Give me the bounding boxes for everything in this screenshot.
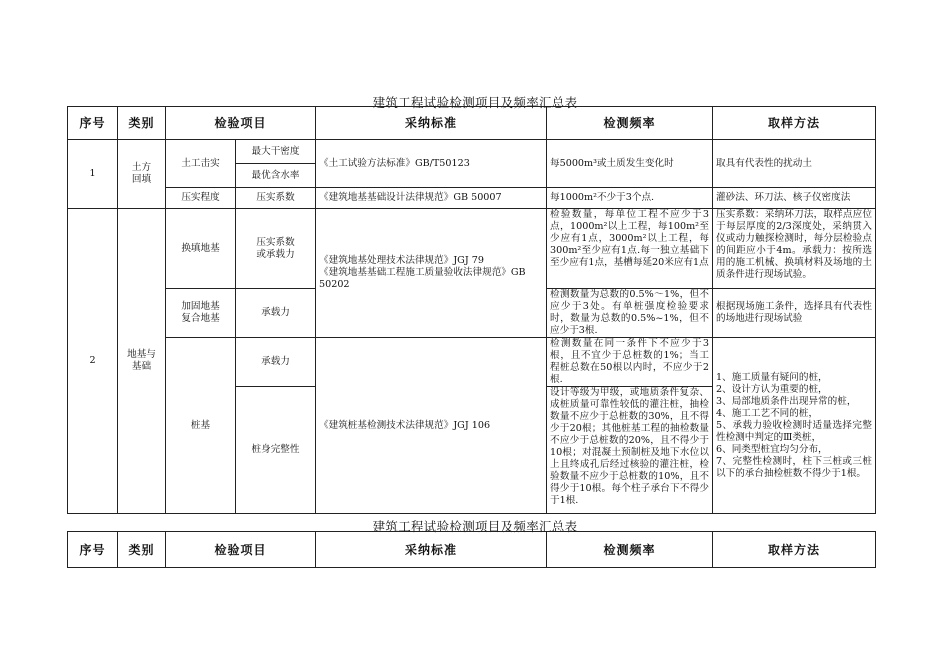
frequency-cell: 检验数量，每单位工程不应少于3点，1000m²以上工程，每100m²至少应有1点，3000m²以上工程，每300m²至少应有1点.每一独立基础下至少应有1点，基槽每延20米应有1点 xyxy=(547,209,713,289)
sampling-cell: 根据现场施工条件，选择具有代表性的场地进行现场试验 xyxy=(713,289,876,338)
standard-cell: 《建筑地基基础设计法律规范》GB 50007 xyxy=(316,188,547,209)
header-sampling: 取样方法 xyxy=(713,532,876,568)
header-standard: 采纳标准 xyxy=(316,107,547,140)
header-row xyxy=(68,107,876,140)
header-no: 序号 xyxy=(68,107,118,140)
row-category: 土方 回填 xyxy=(118,140,166,209)
header-category: 类别 xyxy=(118,107,166,140)
header-item: 检验项目 xyxy=(166,532,316,568)
frequency-cell: 检测数量为总数的0.5%～1%，但不应少于3处。有单桩强度检验要求时，数量为总数的0.5%~1%，但不应少于3根. xyxy=(547,289,713,338)
sub-pile-capacity: 承载力 xyxy=(236,338,316,387)
sub-compaction-or-capacity: 压实系数 或承载力 xyxy=(236,209,316,289)
sub-compaction-coefficient: 压实系数 xyxy=(236,188,316,209)
table-row xyxy=(68,209,876,289)
header-row xyxy=(68,532,876,568)
row-no: 2 xyxy=(68,209,118,514)
standard-cell: 《土工试验方法标准》GB/T50123 xyxy=(316,140,547,188)
header-item: 检验项目 xyxy=(166,107,316,140)
row-category: 地基与 基础 xyxy=(118,209,166,514)
frequency-cell: 设计等级为甲级，或地质条件复杂、成桩质量可靠性较低的灌注桩，抽检数量不应少于总桩数的30%，且不得少于20根；其他桩基工程的抽检数量不应少于总桩数的20%，且不得少于10根；对混凝土预制桩及地下水位以上且终成孔后经过核验的灌注桩，检验数量不应少于总桩数的10%，且不得少于10根。每个柱子承台下不得少于1根. xyxy=(547,387,713,514)
sub-pile-integrity: 桩身完整性 xyxy=(236,387,316,514)
header-frequency: 检测频率 xyxy=(547,532,713,568)
sampling-cell: 灌砂法、环刀法、核子仪密度法 xyxy=(713,188,876,209)
frequency-cell: 每5000m³或土质发生变化时 xyxy=(547,140,713,188)
row-no: 1 xyxy=(68,140,118,209)
item-compaction-degree: 压实程度 xyxy=(166,188,236,209)
sub-optimal-moisture: 最优含水率 xyxy=(236,164,316,188)
table-row xyxy=(68,140,876,164)
table-title: 建筑工程试验检测项目及频率汇总表 xyxy=(372,95,578,110)
sampling-cell: 压实系数：采纳环刀法，取样点应位于每层厚度的2/3深度处，采纳贯入仪或动力触探检测时，每分层检验点的间距应小于4m。承载力：按所选用的施工机械、换填材料及场地的土质条件进行现场试验。 xyxy=(713,209,876,289)
frequency-table xyxy=(67,106,876,514)
frequency-cell: 检测数量在同一条件下不应少于3根，且不宜少于总桩数的1%；当工程桩总数在50根以内时，不应少于2根. xyxy=(547,338,713,387)
item-reinforced-foundation: 加固地基 复合地基 xyxy=(166,289,236,338)
sampling-cell: 1、施工质量有疑问的桩， 2、设计方认为重要的桩， 3、局部地质条件出现异常的桩， 4、施工工艺不同的桩， 5、承载力验收检测时适量选择完整性检测中判定的Ⅲ类桩， 6、同类型桩宜均匀分布， 7、完整性检测时，柱下三桩或三桩以下的承台抽检桩数不得少于1根。 xyxy=(713,338,876,514)
frequency-cell: 每1000m²不少于3个点. xyxy=(547,188,713,209)
header-sampling: 取样方法 xyxy=(713,107,876,140)
header-category: 类别 xyxy=(118,532,166,568)
sub-max-dry-density: 最大干密度 xyxy=(236,140,316,164)
header-frequency: 检测频率 xyxy=(547,107,713,140)
sampling-cell: 取具有代表性的扰动土 xyxy=(713,140,876,188)
header-standard: 采纳标准 xyxy=(316,532,547,568)
item-replacement-foundation: 换填地基 xyxy=(166,209,236,289)
sub-bearing-capacity: 承载力 xyxy=(236,289,316,338)
table-row xyxy=(68,188,876,209)
item-pile-foundation: 桩基 xyxy=(166,338,236,514)
item-compaction-test: 土工击实 xyxy=(166,140,236,188)
frequency-table-repeat xyxy=(67,531,876,568)
standard-cell: 《建筑桩基检测技术法律规范》JGJ 106 xyxy=(316,338,547,514)
table-title-repeat: 建筑工程试验检测项目及频率汇总表 xyxy=(372,519,578,534)
header-no: 序号 xyxy=(68,532,118,568)
standard-cell: 《建筑地基处理技术法律规范》JGJ 79 《建筑地基基础工程施工质量验收法律规范》GB 50202 xyxy=(316,209,547,338)
table-row xyxy=(68,338,876,387)
